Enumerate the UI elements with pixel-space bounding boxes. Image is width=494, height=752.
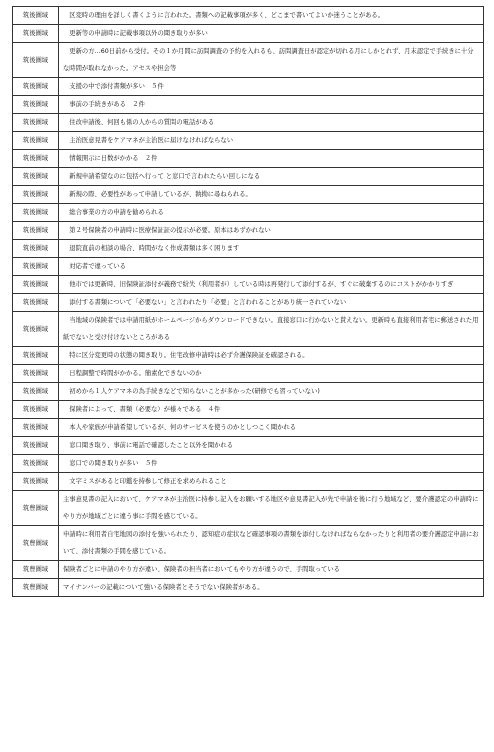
region-cell: 筑後圏域	[13, 132, 59, 150]
region-cell: 筑後圏域	[13, 222, 59, 240]
region-cell: 筑後圏域	[13, 383, 59, 401]
survey-comments-table	[12, 6, 484, 597]
table-row	[13, 258, 484, 276]
comment-cell: 事前の手続きがある ２件	[59, 96, 484, 114]
table-row	[13, 132, 484, 150]
comment-cell: マイナンバーの記載について強いる保険者とそうでない保険者がある。	[59, 579, 484, 597]
region-cell: 筑後圏域	[13, 7, 59, 25]
comment-cell: 保険者によって、書類（必要な）が様々である ４件	[59, 401, 484, 419]
region-cell: 筑後圏域	[13, 114, 59, 132]
table-row	[13, 276, 484, 294]
comment-cell: 総合事業の方の申請を勧められる	[59, 204, 484, 222]
region-cell: 筑豊圏域	[13, 491, 59, 526]
region-cell: 筑後圏域	[13, 347, 59, 365]
table-row	[13, 526, 484, 561]
region-cell: 筑後圏域	[13, 168, 59, 186]
region-cell: 筑後圏域	[13, 294, 59, 312]
table-row	[13, 78, 484, 96]
comment-cell: 申請時に利用者自宅地図の添付を強いられたり、認知症の症状など確認事項の書類を添付しなければならなかったりと利用者の要介護認定申請において、添付書類の手間を感じている。	[59, 526, 484, 561]
table-row	[13, 312, 484, 347]
table-row	[13, 473, 484, 491]
region-cell: 筑豊圏域	[13, 526, 59, 561]
region-cell: 筑後圏域	[13, 258, 59, 276]
comment-cell: 保険者ごとに申請のやり方が違い、保険者の担当者においてもやり方が違うので、手間取っている	[59, 561, 484, 579]
table-row	[13, 437, 484, 455]
comment-cell: 支援の中で添付書類が多い ５件	[59, 78, 484, 96]
table-row	[13, 96, 484, 114]
comment-cell: 初めから１人ケアマネの為手続きなどで知らないことが多かった(研修でも習っていない)	[59, 383, 484, 401]
table-row	[13, 7, 484, 25]
comment-cell: 新規申請希望なのに包括へ行って と窓口で言われたらい回しになる	[59, 168, 484, 186]
region-cell: 筑後圏域	[13, 437, 59, 455]
table-row	[13, 579, 484, 597]
region-cell: 筑後圏域	[13, 455, 59, 473]
region-cell: 筑後圏域	[13, 276, 59, 294]
table-row	[13, 491, 484, 526]
region-cell: 筑後圏域	[13, 25, 59, 43]
comment-cell: 主事意見書の記入において、ケアマネが主治医に持参し記入をお願いする地区や意見書記入が先で申請を後に行う地域など、要介護認定の申請時にやり方が地域ごとに違う事に手間を感じている。	[59, 491, 484, 526]
comment-cell: 対応者で違っている	[59, 258, 484, 276]
region-cell: 筑後圏域	[13, 365, 59, 383]
comment-cell: 窓口聞き取り、事前に電話で確認したこと以外を聞かれる	[59, 437, 484, 455]
comment-cell: 当地域の保険者では申請用紙がホームページからダウンロードできない。直接窓口に行かないと貰えない。更新時も直接利用者宅に郵送された用紙でないと受け付けないところがある	[59, 312, 484, 347]
region-cell: 筑後圏域	[13, 419, 59, 437]
table-row	[13, 204, 484, 222]
table-row	[13, 222, 484, 240]
comment-cell: 特に区分変更時の状態の聞き取り。住宅改修申請時は必ず介護保険証を確認される。	[59, 347, 484, 365]
table-row	[13, 114, 484, 132]
table-row	[13, 25, 484, 43]
table-row	[13, 365, 484, 383]
region-cell: 筑豊圏域	[13, 561, 59, 579]
table-row	[13, 347, 484, 365]
table-row	[13, 186, 484, 204]
table-row	[13, 401, 484, 419]
region-cell: 筑後圏域	[13, 312, 59, 347]
table-row	[13, 43, 484, 78]
table-body	[13, 7, 484, 597]
comment-cell: 更新等の申請時に記載事項以外の聞き取りが多い	[59, 25, 484, 43]
region-cell: 筑豊圏域	[13, 579, 59, 597]
comment-cell: 退院直前の相談の場合、時間がなく作成書類は多く困ります	[59, 240, 484, 258]
region-cell: 筑後圏域	[13, 186, 59, 204]
comment-cell: 文字ミスがあると印鑑を持参して修正を求められること	[59, 473, 484, 491]
comment-cell: 添付する書類について「必要ない」と言われたり「必要」と言われることがあり統一されていない	[59, 294, 484, 312]
comment-cell: 情報開示に日数がかかる ２件	[59, 150, 484, 168]
comment-cell: 本人や家族が申請希望しているが、何のサービスを使うのかとしつこく聞かれる	[59, 419, 484, 437]
comment-cell: 第２号保険者の申請時に医療保証証の提示が必要。原本はあずかれない	[59, 222, 484, 240]
region-cell: 筑後圏域	[13, 240, 59, 258]
comment-cell: 主治医意見書をケアマネが主治医に届けなければならない	[59, 132, 484, 150]
region-cell: 筑後圏域	[13, 150, 59, 168]
table-row	[13, 240, 484, 258]
comment-cell: 区変時の理由を詳しく書くように言われた。書類への記載事項が多く、どこまで書いてよいか迷うことがある。	[59, 7, 484, 25]
region-cell: 筑後圏域	[13, 96, 59, 114]
table-row	[13, 419, 484, 437]
region-cell: 筑後圏域	[13, 473, 59, 491]
comment-cell: 新規の際、必要性があって申請しているが、執拗に尋ねられる。	[59, 186, 484, 204]
comment-cell: 更新の方…60日前から受付。その１か月間に訪問調査の予約を入れるも、訪問調査日が認定が切れる月にしかとれず、月末認定で手続きに十分な時間が取れなかった。アセスや担会等	[59, 43, 484, 78]
table-row	[13, 561, 484, 579]
region-cell: 筑後圏域	[13, 43, 59, 78]
comment-cell: 日程調整で時間がかかる。簡素化できないのか	[59, 365, 484, 383]
table-row	[13, 383, 484, 401]
region-cell: 筑後圏域	[13, 401, 59, 419]
comment-cell: 他市では更新時、旧保険証添付が義務で紛失（利用者が）している時は再発行して添付するが、すぐに破棄するのにコストがかかりすぎ	[59, 276, 484, 294]
table-row	[13, 150, 484, 168]
region-cell: 筑後圏域	[13, 78, 59, 96]
table-row	[13, 455, 484, 473]
region-cell: 筑後圏域	[13, 204, 59, 222]
comment-cell: 住改申請後、何回も係の人からの質問の電話がある	[59, 114, 484, 132]
table-row	[13, 168, 484, 186]
table-row	[13, 294, 484, 312]
comment-cell: 窓口での聞き取りが多い ５件	[59, 455, 484, 473]
